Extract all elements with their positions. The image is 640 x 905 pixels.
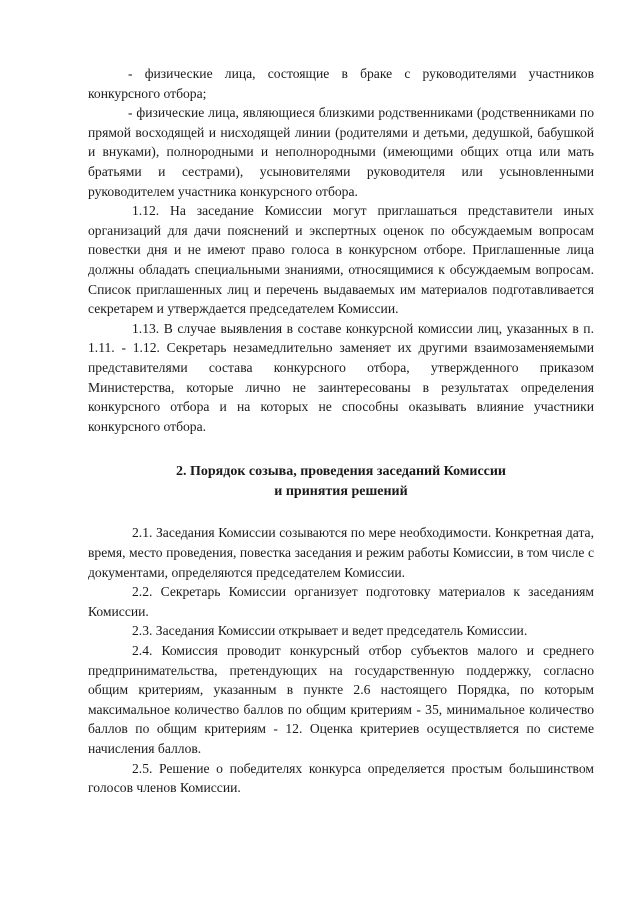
paragraph-relatives: - физические лица, являющиеся близкими родственниками (родственниками по прямой восходящей и нисходящей линии (родителями и детьми, дедушкой, бабушкой и внуками), полнородными и неполнородными (имеющими общих отца или мать братьями и сестрами), усыновителями руководителя или усыновленными руководителем участника конкурсного отбора. — [88, 105, 594, 199]
paragraph-2-2: 2.2. Секретарь Комиссии организует подготовку материалов к заседаниям Комиссии. — [88, 584, 594, 619]
section-heading-line-2: и принятия решений — [274, 483, 408, 499]
paragraph-2-4: 2.4. Комиссия проводит конкурсный отбор субъектов малого и среднего предпринимательства, претендующих на государственную поддержку, согласно общим критериям, указанным в пункте 2.6 настоящего Порядка, по которым максимальное количество баллов по общим критериям - 35, минимальное количество баллов по общим критериям - 12. Оценка критериев осуществляется по системе начисления баллов. — [88, 643, 594, 756]
paragraph-2-1: 2.1. Заседания Комиссии созываются по мере необходимости. Конкретная дата, время, место проведения, повестка заседания и режим работы Комиссии, в том числе с документами, определяются председателем Комиссии. — [88, 525, 594, 580]
paragraph-2-3: 2.3. Заседания Комиссии открывает и ведет председатель Комиссии. — [132, 623, 528, 639]
paragraph-1-13: 1.13. В случае выявления в составе конкурсной комиссии лиц, указанных в п. 1.11. - 1.12. Секретарь незамедлительно заменяет их другими взаимозаменяемыми представителями состава конкурсного отбора, утвержденного приказом Министерства, которые лично не заинтересованы в результатах определения конкурсного отбора и на которых не способны оказывать влияние участники конкурсного отбора. — [88, 320, 594, 434]
paragraph-2-5: 2.5. Решение о победителях конкурса определяется простым большинством голосов членов Комиссии. — [88, 760, 594, 796]
section-heading — [88, 462, 594, 501]
section-heading-line-1: 2. Порядок созыва, проведения заседаний Комиссии — [176, 464, 506, 480]
paragraph-spouses: - физические лица, состоящие в браке с руководителями участников конкурсного отбора; — [88, 66, 594, 101]
paragraph-1-12: 1.12. На заседание Комиссии могут приглашаться представители иных организаций для дачи пояснений и экспертных оценок по обсуждаемым вопросам повестки дня и не имеют право голоса в конкурсном отборе. Приглашенные лица должны обладать специальными знаниями, относящимися к обсуждаемым вопросам. Список приглашенных лиц и перечень выдаваемых им материалов подготавливается секретарем и утверждается председателем Комиссии. — [88, 203, 594, 317]
document-page — [88, 64, 594, 798]
